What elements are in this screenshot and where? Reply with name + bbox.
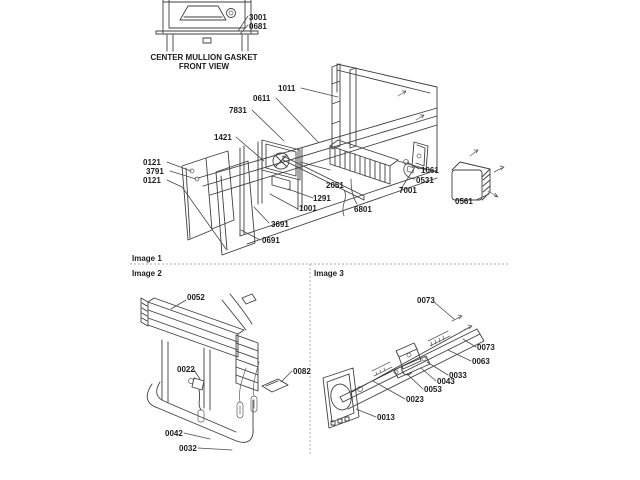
suction-tubes: [222, 294, 256, 330]
mullion-lamp-icon: [227, 9, 236, 18]
callout-0042: 0042: [165, 429, 183, 438]
bracket-hole: [417, 154, 421, 158]
thermostat-part: [192, 378, 204, 410]
callout-0022: 0022: [177, 365, 195, 374]
coil-end-block: [236, 335, 258, 391]
callout-1061: 1061: [421, 166, 439, 175]
front-view-drawing: [150, 0, 267, 71]
fan-assembly-drawing: [323, 296, 495, 428]
mount-nut-3: [422, 357, 426, 361]
thermostat-cap: [189, 379, 194, 384]
callout-0121a: 0121: [143, 158, 161, 167]
callout-0013: 0013: [377, 413, 395, 422]
callout-0052: 0052: [187, 293, 205, 302]
rail-lines: [198, 108, 437, 244]
callout-3791: 3791: [146, 167, 164, 176]
callout-3001: 3001: [249, 13, 267, 22]
image1-leader-lines: [167, 88, 489, 249]
callout-0023: 0023: [406, 395, 424, 404]
evaporator-block: [330, 140, 398, 184]
callout-0043: 0043: [437, 377, 455, 386]
callout-0691: 0691: [262, 236, 280, 245]
support-legs: [162, 340, 210, 410]
image2-leader-lines: [171, 300, 292, 450]
callout-0082: 0082: [293, 367, 311, 376]
panel-dividers: [130, 254, 508, 456]
callout-3691: 3691: [271, 220, 289, 229]
front-view-caption-line1: CENTER MULLION GASKET: [150, 53, 258, 62]
callout-0033: 0033: [449, 371, 467, 380]
mullion-outline: [156, 0, 258, 51]
callout-0681: 0681: [249, 22, 267, 31]
ice-maker-mech: [452, 162, 490, 200]
evaporator-detail-drawing: [141, 293, 311, 453]
callout-0053: 0053: [424, 385, 442, 394]
fan-motor: [394, 343, 430, 378]
front-view-caption-line2: FRONT VIEW: [178, 62, 230, 71]
callout-0073-right: 0073: [477, 343, 495, 352]
callout-0121b: 0121: [143, 176, 161, 185]
callout-0611: 0611: [253, 94, 271, 103]
image3-label: Image 3: [314, 269, 344, 278]
callout-6801: 6801: [354, 205, 372, 214]
callout-1421: 1421: [214, 133, 232, 142]
evaporator-slab: [141, 298, 244, 357]
motor-shaft: [407, 353, 411, 357]
callout-0063: 0063: [472, 357, 490, 366]
callout-7831: 7831: [229, 106, 247, 115]
mullion-lamp-inner: [229, 11, 233, 15]
clip-bracket: [262, 379, 288, 392]
heater-segment-2: [372, 362, 392, 376]
callout-1001: 1001: [299, 204, 317, 213]
callout-1011: 1011: [278, 84, 296, 93]
mount-screws: [452, 315, 472, 330]
exploded-view-drawing: [143, 64, 504, 255]
callout-0531: 0531: [416, 176, 434, 185]
callout-1291: 1291: [313, 194, 331, 203]
mullion-frame: [332, 64, 356, 149]
callout-2051: 2051: [326, 181, 344, 190]
callout-0561: 0561: [455, 197, 473, 206]
image1-label: Image 1: [132, 254, 162, 263]
ice-maker-body: [452, 170, 482, 200]
callout-0032: 0032: [179, 444, 197, 453]
image2-label: Image 2: [132, 269, 162, 278]
callout-7001: 7001: [399, 186, 417, 195]
callout-0073-top: 0073: [417, 296, 435, 305]
